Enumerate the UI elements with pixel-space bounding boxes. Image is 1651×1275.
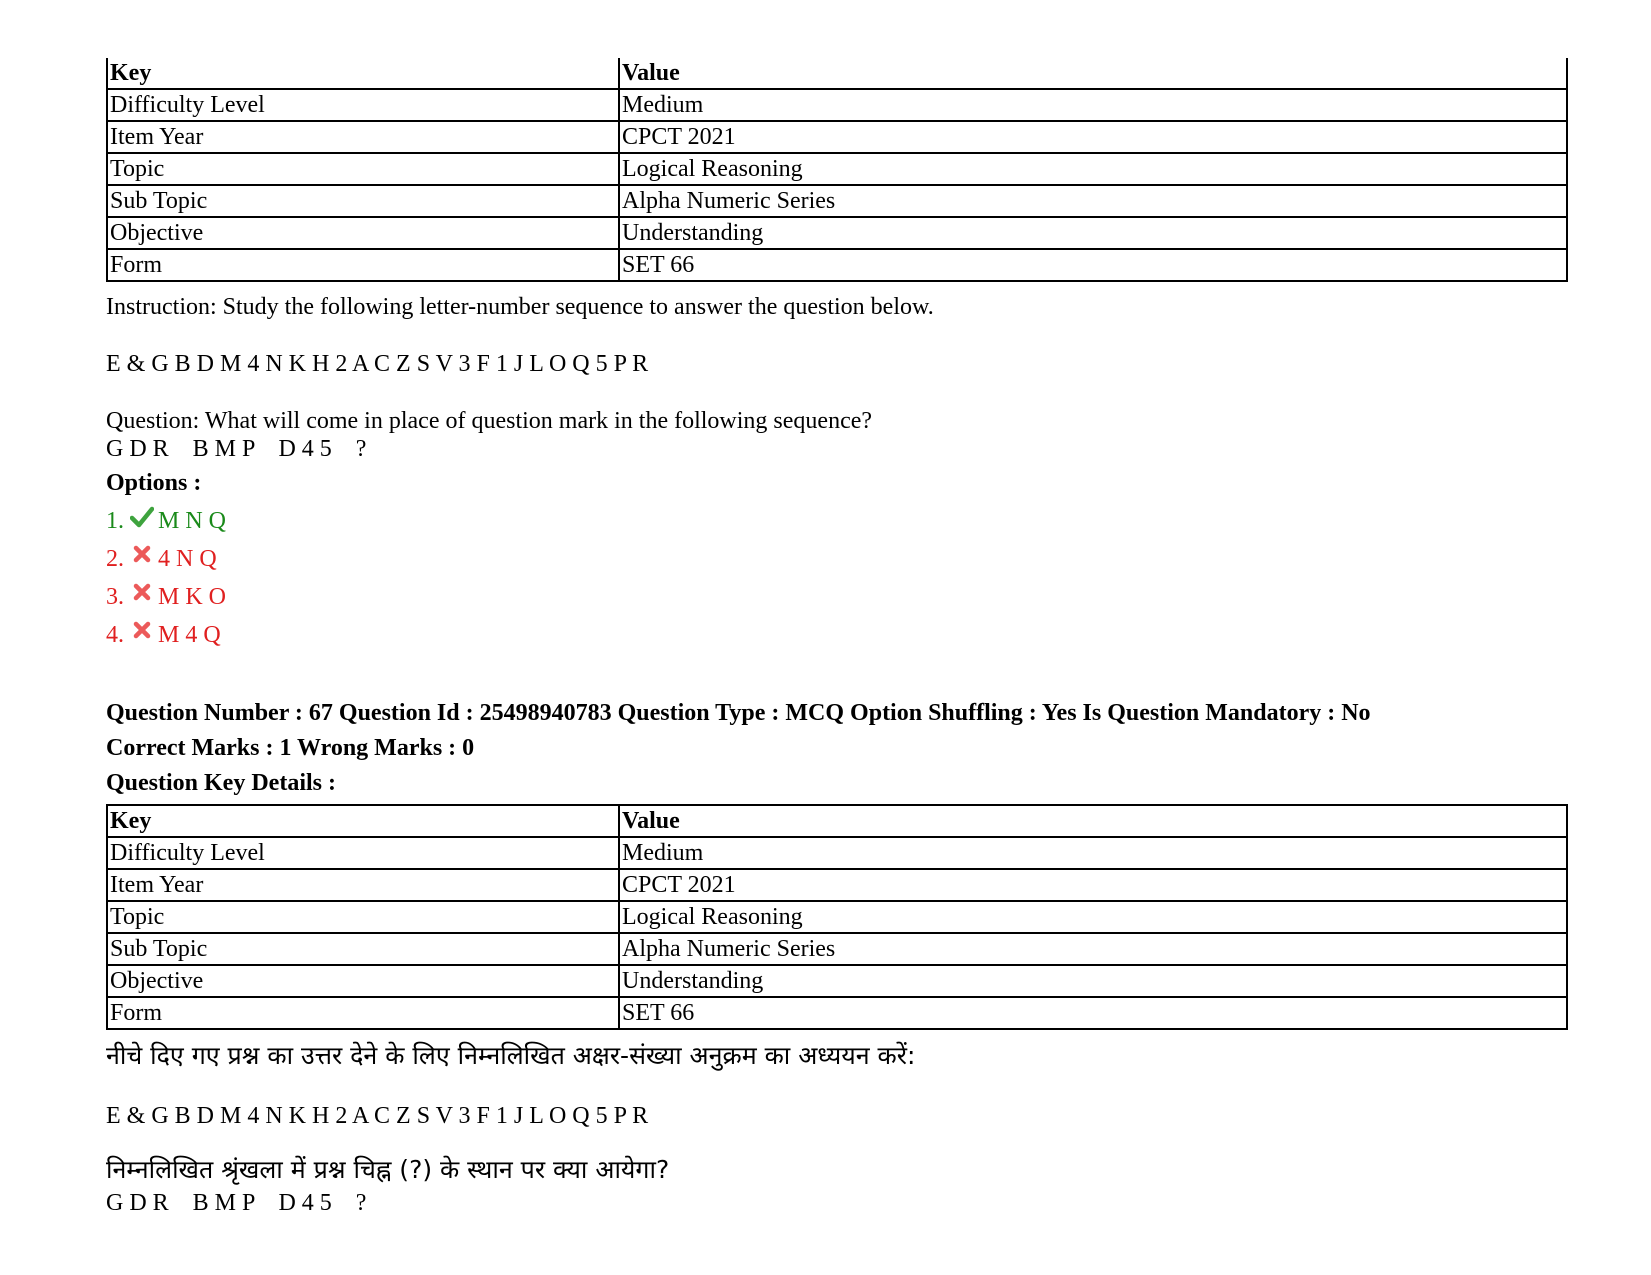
option-text: M K O [158, 584, 227, 610]
cross-icon [130, 544, 154, 566]
option-number: 2. [106, 546, 124, 572]
row-value: SET 66 [619, 997, 1567, 1029]
letter-number-sequence: E & G B D M 4 N K H 2 A C Z S V 3 F 1 J L O Q 5 P R [106, 1103, 649, 1129]
question-text: Question: What will come in place of question mark in the following sequence? [106, 408, 873, 434]
row-value: CPCT 2021 [619, 869, 1567, 901]
table-row [107, 901, 1567, 933]
row-key: Difficulty Level [107, 837, 619, 869]
table-row [107, 869, 1567, 901]
row-key: Form [107, 249, 619, 281]
row-key: Topic [107, 901, 619, 933]
table-row [107, 249, 1567, 281]
option-3 [106, 582, 226, 612]
question-key-table-2 [106, 804, 1568, 1030]
table-row [107, 217, 1567, 249]
row-value: Alpha Numeric Series [619, 185, 1567, 217]
option-number: 1. [106, 508, 124, 534]
row-value: Medium [619, 837, 1567, 869]
check-icon [130, 506, 154, 528]
row-value: CPCT 2021 [619, 121, 1567, 153]
row-key: Item Year [107, 869, 619, 901]
option-text: M N Q [158, 508, 227, 534]
question-series: G D R B M P D 4 5 ? [106, 436, 367, 462]
option-2 [106, 544, 217, 574]
option-number: 3. [106, 584, 124, 610]
cross-icon [130, 582, 154, 604]
row-key: Objective [107, 217, 619, 249]
question-text-hindi: निम्नलिखित श्रृंखला में प्रश्न चिह्न (?) के स्थान पर क्या आयेगा? [106, 1155, 670, 1184]
table-row [107, 185, 1567, 217]
marks-line: Correct Marks : 1 Wrong Marks : 0 [106, 735, 475, 761]
row-key: Objective [107, 965, 619, 997]
instruction-text-hindi: नीचे दिए गए प्रश्न का उत्तर देने के लिए निम्नलिखित अक्षर-संख्या अनुक्रम का अध्ययन करें: [106, 1041, 916, 1070]
option-text: M 4 Q [158, 622, 221, 648]
row-key: Difficulty Level [107, 89, 619, 121]
question-meta-line: Question Number : 67 Question Id : 25498940783 Question Type : MCQ Option Shuffling : Yes Is Question Mandatory : No [106, 700, 1371, 726]
table-row [107, 965, 1567, 997]
header-value: Value [619, 805, 1567, 837]
row-key: Sub Topic [107, 185, 619, 217]
row-key: Item Year [107, 121, 619, 153]
question-series: G D R B M P D 4 5 ? [106, 1190, 367, 1216]
option-text: 4 N Q [158, 546, 217, 572]
table-row [107, 997, 1567, 1029]
header-key: Key [107, 58, 619, 89]
row-value: Alpha Numeric Series [619, 933, 1567, 965]
option-1 [106, 506, 226, 536]
instruction-text: Instruction: Study the following letter-number sequence to answer the question below. [106, 294, 934, 320]
table-row [107, 153, 1567, 185]
row-value: Medium [619, 89, 1567, 121]
row-key: Topic [107, 153, 619, 185]
question-key-table-1 [106, 58, 1568, 282]
header-key: Key [107, 805, 619, 837]
row-key: Form [107, 997, 619, 1029]
table-row [107, 933, 1567, 965]
row-value: Understanding [619, 217, 1567, 249]
row-value: Understanding [619, 965, 1567, 997]
row-value: SET 66 [619, 249, 1567, 281]
option-number: 4. [106, 622, 124, 648]
option-4 [106, 620, 221, 650]
letter-number-sequence: E & G B D M 4 N K H 2 A C Z S V 3 F 1 J L O Q 5 P R [106, 351, 649, 377]
table-row [107, 837, 1567, 869]
row-key: Sub Topic [107, 933, 619, 965]
table-row [107, 89, 1567, 121]
header-value: Value [619, 58, 1567, 89]
cross-icon [130, 620, 154, 642]
table-header-row [107, 58, 1567, 89]
row-value: Logical Reasoning [619, 153, 1567, 185]
table-header-row [107, 805, 1567, 837]
question-key-details-heading: Question Key Details : [106, 770, 336, 796]
table-row [107, 121, 1567, 153]
row-value: Logical Reasoning [619, 901, 1567, 933]
options-heading: Options : [106, 470, 202, 496]
